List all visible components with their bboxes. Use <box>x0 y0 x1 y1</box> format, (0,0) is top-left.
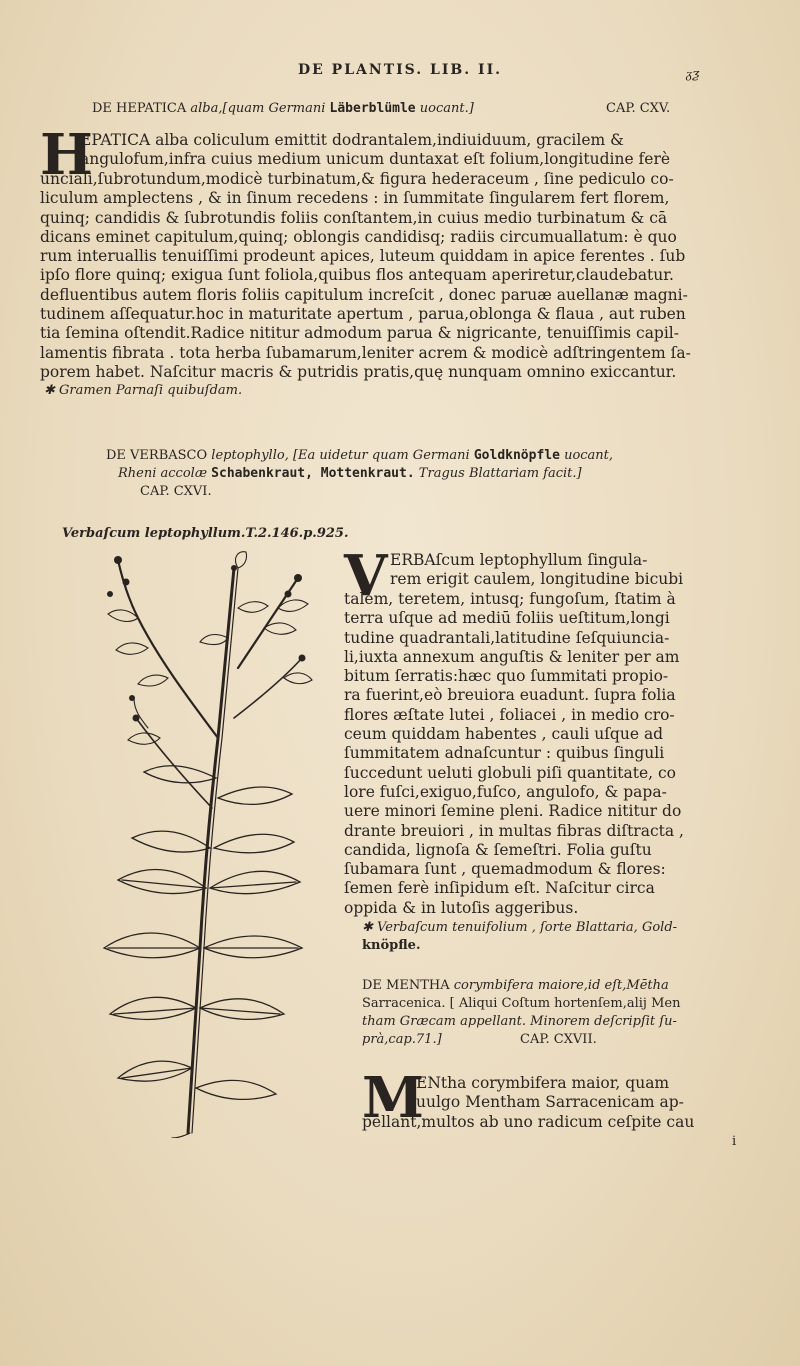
text-line: tudine quadrantali,latitudine ſeſquiuncia- <box>344 628 670 647</box>
text-line: dicans eminet capitulum,quinq; oblongis candidisq; radiis circumuallatum: è quo <box>40 227 677 246</box>
text-line: defluentibus autem floris foliis capitulum increſcit , donec paruæ auellanæ magni- <box>40 285 688 304</box>
chapter-127-body <box>362 1113 762 1132</box>
text-line: angulofum,infra cuius medium unicum duntaxat eſt folium,longitudine ferè <box>80 150 671 169</box>
chapter-127-heading-line2: Sarracenica. [ Aliqui Coſtum hortenſem,alij Men <box>362 996 681 1011</box>
chapter-125-heading-italic: alba, <box>190 101 223 116</box>
chapter-125-heading-end: uocant.] <box>415 101 474 116</box>
text-line: bitum ſerratis:hæc quo ſummitati propio- <box>344 667 669 686</box>
chapter-126-note-line1: ✱ Verbaſcum tenuifolium , ſorte Blattaria, Gold- <box>362 920 678 935</box>
text-line: drante breuiori , in multas fibras diſtracta , <box>344 821 684 840</box>
chapter-126-heading-german-2: Schabenkraut, Mottenkraut. <box>211 466 415 481</box>
text-line: porem habet. Naſcitur macris & putridis pratis,quę nunquam omnino exiccantur. <box>40 362 677 381</box>
text-line: flores æſtate lutei , foliacei , in medio cro- <box>344 705 675 724</box>
folio-number: ᵹƺ <box>686 67 700 82</box>
plant-caption: Verbaſcum leptophyllum.T.2.146.p.925. <box>62 526 349 541</box>
drop-cap-m: M <box>362 1065 424 1131</box>
chapter-126-heading-title: DE VERBASCO <box>106 448 212 463</box>
chapter-125-note: ✱ Gramen Parnaſi quibuſdam. <box>44 383 243 398</box>
text-line: unciali,ſubrotundum,modicè turbinatum,& figura hederaceum , ſine pediculo co- <box>40 170 674 188</box>
chapter-125-heading-bracket: [quam Germani <box>222 101 330 116</box>
chapter-125-heading-title: DE HEPATICA <box>92 101 191 116</box>
chapter-126-body <box>344 590 762 918</box>
text-line: lamentis fibrata . tota herba ſubamarum,leniter acrem & modicè adſtringentem ſa- <box>40 343 691 362</box>
text-line: terra uſque ad mediū foliis ueſtitum,longi <box>344 609 670 628</box>
text-line: quinq; candidis & ſubrotundis foliis conſtantem,in cuius medio turbinatum & cā <box>40 208 668 227</box>
chapter-127-number: CAP. CXVII. <box>520 1032 597 1047</box>
text-line: pellant,multos ab uno radicum ceſpite cau <box>362 1113 695 1131</box>
chapter-126-heading-line2 <box>118 466 582 481</box>
chapter-127-heading-italic: corymbifera maiore,id eſt,Mētha <box>453 978 669 993</box>
text-line: rem erigit caulem, longitudine bicubi <box>390 570 684 589</box>
chapter-126-heading-line1 <box>106 448 613 463</box>
text-line: ceum quiddam habentes , cauli uſque ad <box>344 725 664 744</box>
text-line: ERBAſcum leptophyllum ſingula- <box>390 551 648 569</box>
chapter-125-first-lines <box>80 131 760 170</box>
catchword: i <box>732 1134 737 1149</box>
text-line: ra fuerint,eò breuiora euadunt. ſupra folia <box>344 686 676 705</box>
chapter-127-heading-line1 <box>362 978 669 993</box>
chapter-126-heading-italic: leptophyllo, [Ea uidetur quam Germani <box>211 448 474 463</box>
chapter-126-number: CAP. CXVI. <box>140 484 212 499</box>
verbascum-woodcut-illustration <box>88 548 328 1138</box>
chapter-127-heading-line3: tham Græcam appellant. Minorem deſcripſit ſu- <box>362 1014 677 1029</box>
text-line: ſummitatem adnaſcuntur : quibus ſinguli <box>344 744 665 763</box>
text-line: uere minori ſemine pleni. Radice nititur do <box>344 802 682 821</box>
text-line: lore fuſci,exiguo,fuſco, angulofo, & papa- <box>344 782 667 801</box>
text-line: liculum amplectens , & in ſinum recedens : in ſummitate ſingularem fert florem, <box>40 189 670 208</box>
text-line: EPATICA alba coliculum emittit dodrantalem,indiuiduum, gracilem & <box>80 131 624 149</box>
chapter-126-heading-end: uocant, <box>559 448 614 463</box>
text-line: ſubamara ſunt , quemadmodum & flores: <box>344 860 666 879</box>
text-line: li,iuxta annexum anguſtis & leniter per am <box>344 647 680 666</box>
chapter-125-heading <box>92 101 474 116</box>
text-line: rum interuallis tenuiſſimi prodeunt apices, luteum quiddam in apice ferentes . ſub <box>40 247 686 266</box>
text-line: ſuccedunt ueluti globuli piſi quantitate, co <box>344 763 677 782</box>
text-line: candida, lignoſa & ſemeſtri. Folia guſtu <box>344 840 652 859</box>
running-head: DE PLANTIS. LIB. II. <box>298 62 502 78</box>
chapter-126-note-line2: knöpfle. <box>362 938 421 953</box>
chapter-125-body <box>40 170 760 382</box>
chapter-127-heading-line4: prà,cap.71.] <box>362 1032 442 1047</box>
chapter-126-heading-german: Goldknöpfle <box>473 448 560 463</box>
chapter-125-number: CAP. CXV. <box>606 101 671 116</box>
chapter-126-heading-end-2: Tragus Blattariam facit.] <box>414 466 582 481</box>
drop-cap-h: H <box>40 122 93 188</box>
text-line: oppida & in lutoſis aggeribus. <box>344 898 579 917</box>
text-line: ipſo flore quinq; exigua ſunt foliola,quibus flos antequam aperiretur,claudebatur. <box>40 266 674 285</box>
chapter-126-first-lines <box>390 551 762 590</box>
text-line: ENtha corymbifera maior, quam <box>416 1074 670 1092</box>
chapter-126-heading-italic-2: Rheni accolæ <box>118 466 212 481</box>
text-line: talem, teretem, intusq; fungoſum, ſtatim à <box>344 590 676 608</box>
text-line: ſemen ferè inſipidum eſt. Naſcitur circa <box>344 879 655 898</box>
chapter-127-heading-title: DE MENTHA <box>362 978 454 993</box>
drop-cap-v: V <box>344 543 388 609</box>
text-line: uulgo Mentham Sarracenicam ap- <box>416 1093 684 1112</box>
chapter-127-first-lines <box>416 1074 762 1113</box>
chapter-125-heading-german: Läberblümle <box>329 101 416 116</box>
text-line: tia ſemina oſtendit.Radice nititur admodum parua & nigricante, tenuiſſimis capil- <box>40 324 680 343</box>
text-line: tudinem aſſequatur.hoc in maturitate apertum , parua,oblonga & flaua , aut ruben <box>40 305 686 324</box>
